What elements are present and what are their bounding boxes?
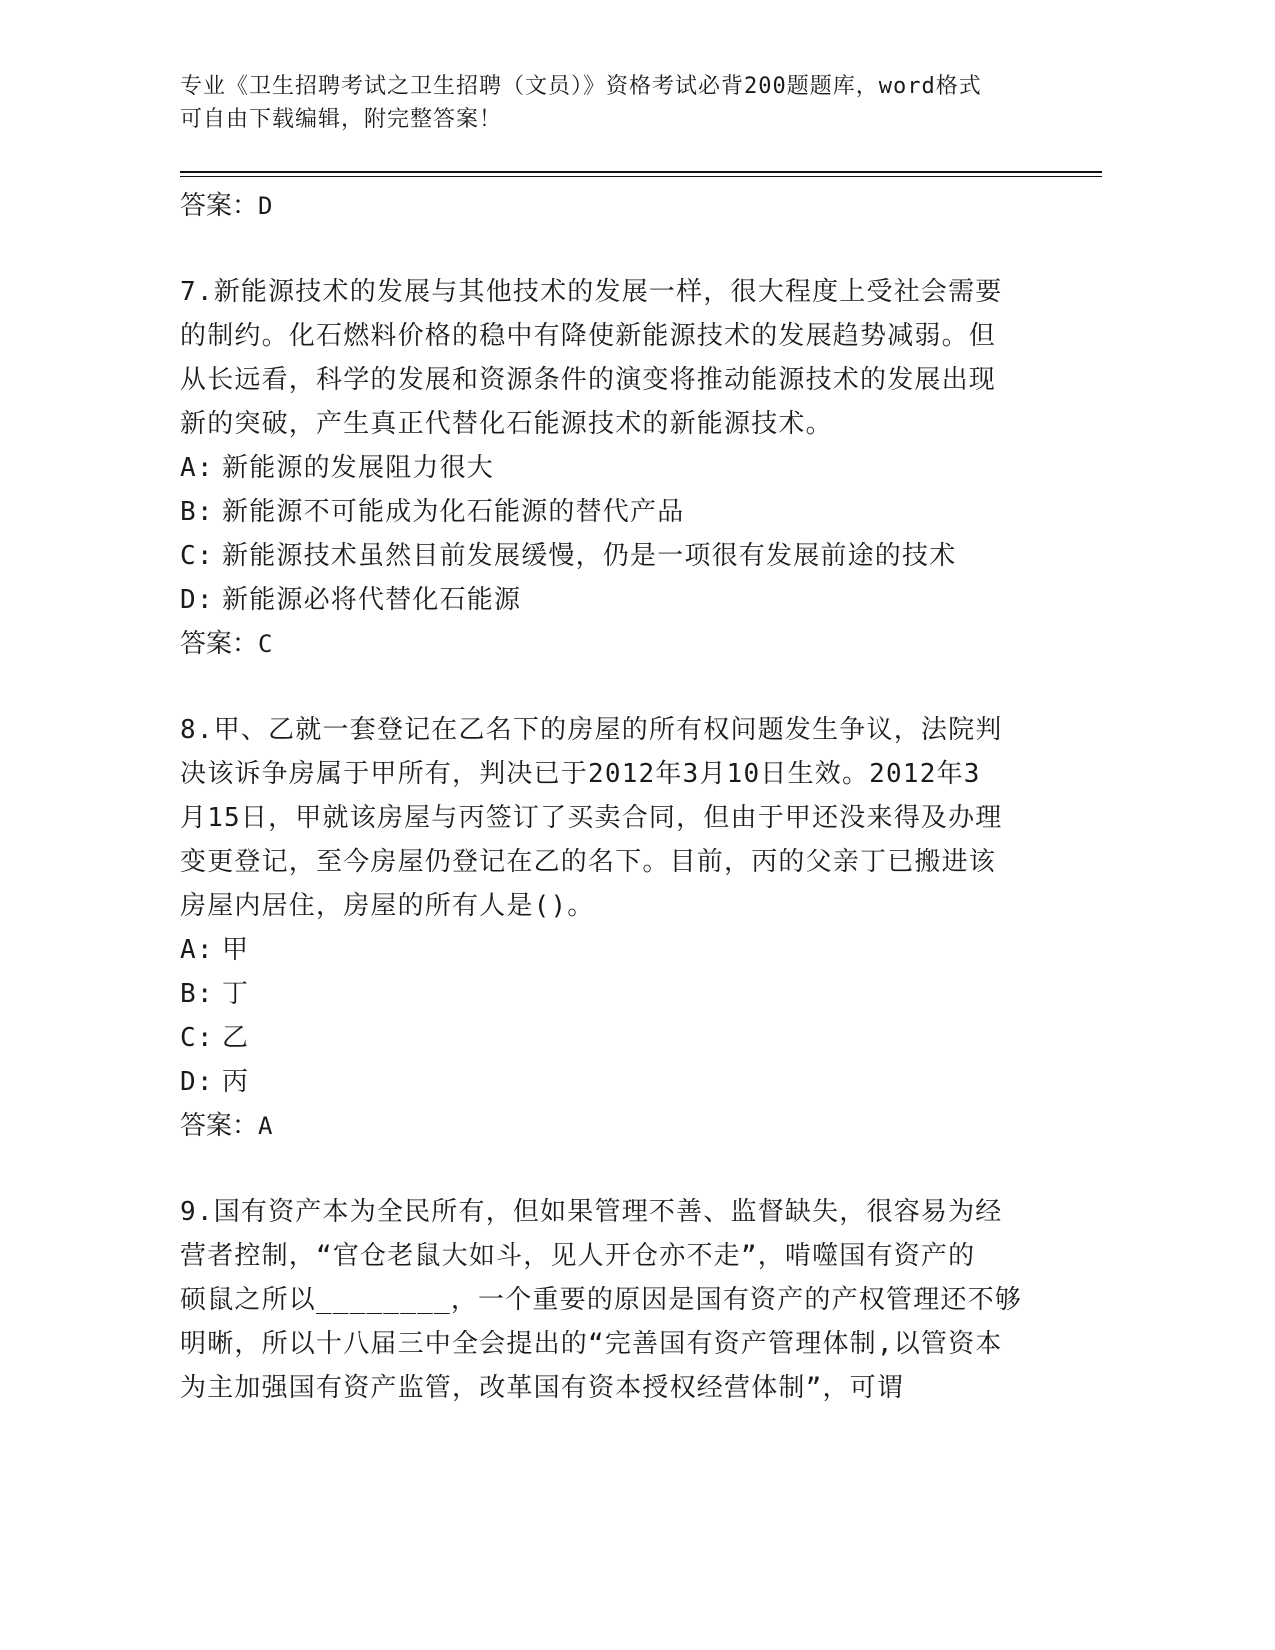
question-stem-line: 从长远看，科学的发展和资源条件的演变将推动能源技术的发展出现: [180, 365, 997, 395]
answer-value: A: [258, 1112, 273, 1140]
header-line-2: 可自由下载编辑，附完整答案！: [180, 107, 503, 132]
option-letter: A:: [180, 453, 214, 483]
question-stem-line: 8.甲、乙就一套登记在乙名下的房屋的所有权问题发生争议，法院判: [180, 715, 1003, 745]
question-stem-line: 月15日，甲就该房屋与丙签订了买卖合同，但由于甲还没来得及办理: [180, 803, 1003, 833]
question-9: [180, 1190, 1050, 1410]
question-stem-line: 为主加强国有资产监管，改革国有资本授权经营体制”，可谓: [180, 1373, 905, 1403]
option-text: 丁: [222, 979, 250, 1009]
question-stem-line: 新的突破，产生真正代替化石能源技术的新能源技术。: [180, 409, 833, 439]
question-stem-line: 房屋内居住，房屋的所有人是()。: [180, 891, 595, 921]
answer-q8: [180, 1104, 1050, 1148]
answer-label: 答案：: [180, 191, 259, 221]
question-stem-line: 的制约。化石燃料价格的稳中有降使新能源技术的发展趋势减弱。但: [180, 321, 997, 351]
document-header: [180, 70, 1060, 136]
option-text: 甲: [222, 935, 250, 965]
option-c: [180, 534, 1050, 578]
spacer: [180, 228, 1050, 270]
option-a: [180, 928, 1050, 972]
option-letter: D:: [180, 585, 214, 615]
option-a: [180, 446, 1050, 490]
option-b: [180, 490, 1050, 534]
spacer: [180, 666, 1050, 708]
option-letter: C:: [180, 1023, 214, 1053]
question-stem-line: 7.新能源技术的发展与其他技术的发展一样，很大程度上受社会需要: [180, 277, 1003, 307]
question-stem-line: 营者控制，“官仓老鼠大如斗，见人开仓亦不走”，啃噬国有资产的: [180, 1241, 976, 1271]
question-list: [180, 184, 1050, 1410]
option-letter: C:: [180, 541, 214, 571]
option-d: [180, 578, 1050, 622]
option-b: [180, 972, 1050, 1016]
option-text: 新能源不可能成为化石能源的替代产品: [222, 497, 685, 527]
question-8: [180, 708, 1050, 1148]
header-line-1: 专业《卫生招聘考试之卫生招聘（文员）》资格考试必背200题题库，word格式: [180, 74, 982, 99]
answer-value: D: [258, 192, 273, 220]
answer-q6: [180, 184, 1050, 228]
option-text: 乙: [222, 1023, 250, 1053]
option-letter: B:: [180, 979, 214, 1009]
spacer: [180, 1148, 1050, 1190]
question-stem-line: 明晰，所以十八届三中全会提出的“完善国有资产管理体制,以管资本: [180, 1329, 1003, 1359]
question-7: [180, 270, 1050, 666]
header-divider-thin: [180, 176, 1102, 177]
option-text: 新能源技术虽然目前发展缓慢，仍是一项很有发展前途的技术: [222, 541, 957, 571]
answer-label: 答案：: [180, 629, 259, 659]
option-text: 丙: [222, 1067, 250, 1097]
question-stem-line: 硕鼠之所以________，一个重要的原因是国有资产的产权管理还不够: [180, 1285, 1023, 1315]
option-d: [180, 1060, 1050, 1104]
option-letter: B:: [180, 497, 214, 527]
option-letter: D:: [180, 1067, 214, 1097]
option-text: 新能源的发展阻力很大: [222, 453, 495, 483]
option-letter: A:: [180, 935, 214, 965]
answer-q7: [180, 622, 1050, 666]
header-divider-thick: [180, 171, 1102, 173]
option-text: 新能源必将代替化石能源: [222, 585, 522, 615]
answer-value: C: [258, 630, 273, 658]
answer-label: 答案：: [180, 1111, 259, 1141]
option-c: [180, 1016, 1050, 1060]
question-stem-line: 决该诉争房属于甲所有，判决已于2012年3月10日生效。2012年3: [180, 759, 981, 789]
question-stem-line: 变更登记，至今房屋仍登记在乙的名下。目前，丙的父亲丁已搬进该: [180, 847, 997, 877]
question-stem-line: 9.国有资产本为全民所有，但如果管理不善、监督缺失，很容易为经: [180, 1197, 1003, 1227]
